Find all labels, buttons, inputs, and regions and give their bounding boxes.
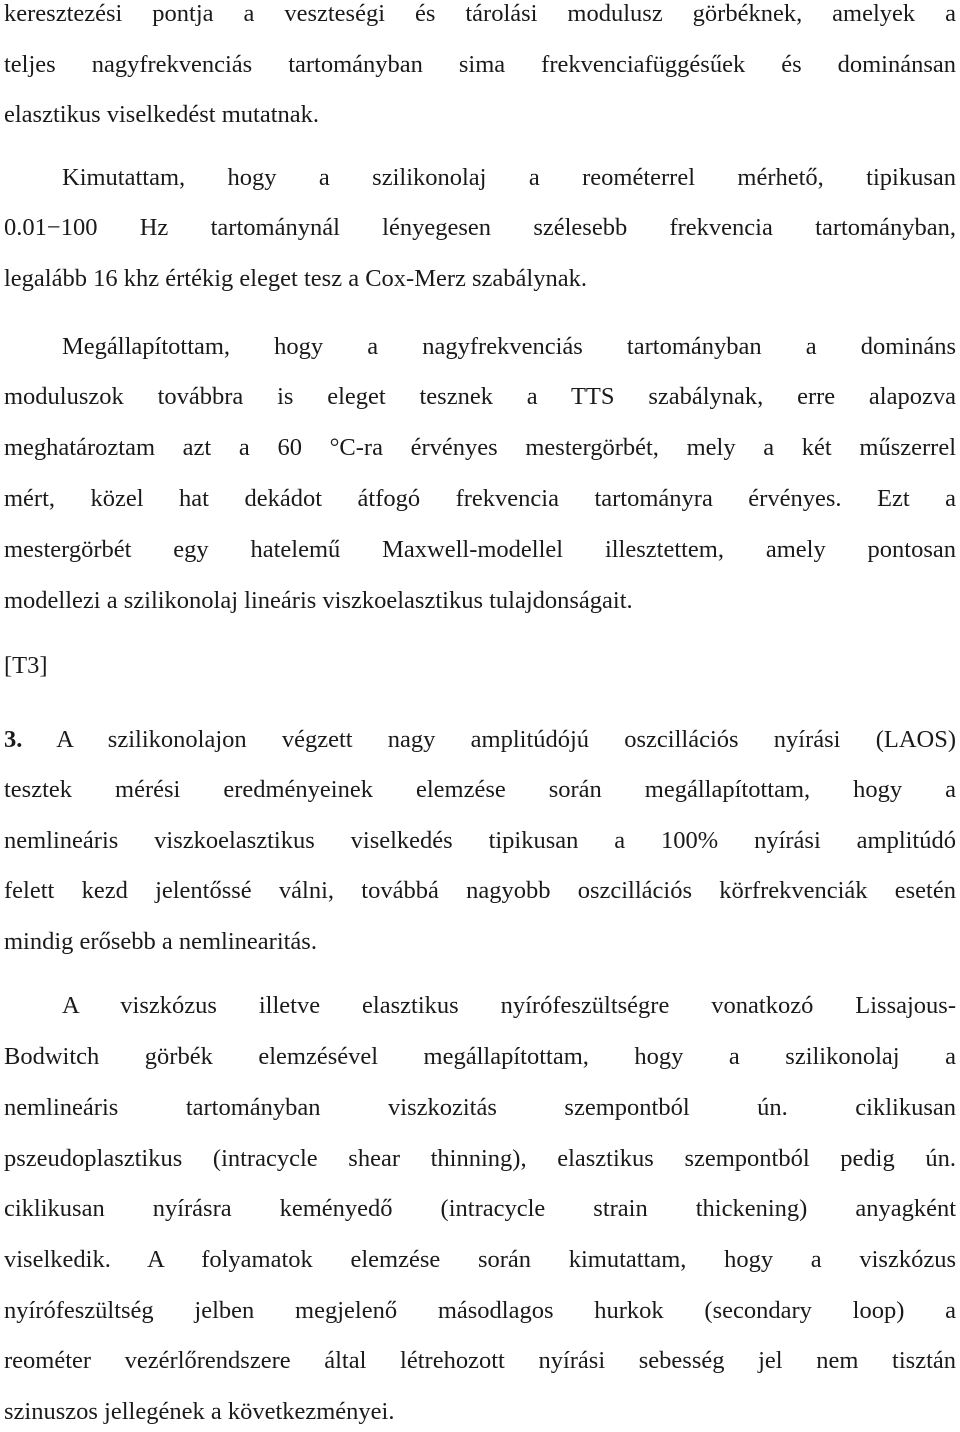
text-line: teljes nagyfrekvenciás tartományban sima frekvenciafüggésűek és dominánsan	[4, 51, 956, 78]
text-line: 0.01−100 Hz tartománynál lényegesen szélesebb frekvencia tartományban,	[4, 214, 956, 241]
text-line: nemlineáris tartományban viszkozitás szempontból ún. ciklikusan	[4, 1094, 956, 1121]
text-line: A viszkózus illetve elasztikus nyírófeszültségre vonatkozó Lissajous-	[62, 992, 956, 1019]
text-line: mestergörbét egy hatelemű Maxwell-modellel illesztettem, amely pontosan	[4, 536, 956, 563]
text-line: elasztikus viselkedést mutatnak.	[4, 101, 320, 128]
text-span: A szilikonolajon végzett nagy amplitúdójú oszcillációs nyírási (LAOS)	[22, 726, 956, 753]
text-line: Megállapítottam, hogy a nagyfrekvenciás tartományban a domináns	[62, 333, 956, 360]
text-line: pszeudoplasztikus (intracycle shear thinning), elasztikus szempontból pedig ún.	[4, 1145, 956, 1172]
text-line: legalább 16 khz értékig eleget tesz a Cox-Merz szabálynak.	[4, 265, 587, 292]
text-line: mért, közel hat dekádot átfogó frekvencia tartományra érvényes. Ezt a	[4, 485, 956, 512]
thesis-point-first-line	[4, 720, 956, 760]
text-line: szinuszos jellegének a következményei.	[4, 1398, 395, 1425]
text-line: Bodwitch görbék elemzésével megállapítottam, hogy a szilikonolaj a	[4, 1043, 956, 1070]
text-line: meghatároztam azt a 60 °C-ra érvényes mestergörbét, mely a két műszerrel	[4, 434, 956, 461]
text-line: modellezi a szilikonolaj lineáris viszkoelasztikus tulajdonságait.	[4, 587, 633, 614]
text-line: Kimutattam, hogy a szilikonolaj a reométerrel mérhető, tipikusan	[62, 164, 956, 191]
text-line: keresztezési pontja a veszteségi és tárolási modulusz görbéknek, amelyek a	[4, 0, 956, 27]
thesis-number: 3.	[4, 726, 23, 753]
text-line: felett kezd jelentőssé válni, továbbá nagyobb oszcillációs körfrekvenciák esetén	[4, 877, 956, 904]
text-line: mindig erősebb a nemlinearitás.	[4, 928, 317, 955]
text-line: reométer vezérlőrendszere által létrehozott nyírási sebesség jel nem tisztán	[4, 1347, 956, 1374]
text-line: ciklikusan nyírásra keményedő (intracycle strain thickening) anyagként	[4, 1195, 956, 1222]
text-line: nemlineáris viszkoelasztikus viselkedés tipikusan a 100% nyírási amplitúdó	[4, 827, 956, 854]
reference-tag: [T3]	[4, 652, 48, 679]
text-line: viselkedik. A folyamatok elemzése során kimutattam, hogy a viszkózus	[4, 1246, 956, 1273]
text-line: nyírófeszültség jelben megjelenő másodlagos hurkok (secondary loop) a	[4, 1297, 956, 1324]
text-line: tesztek mérési eredményeinek elemzése során megállapítottam, hogy a	[4, 776, 956, 803]
text-line: moduluszok továbbra is eleget tesznek a TTS szabálynak, erre alapozva	[4, 383, 956, 410]
